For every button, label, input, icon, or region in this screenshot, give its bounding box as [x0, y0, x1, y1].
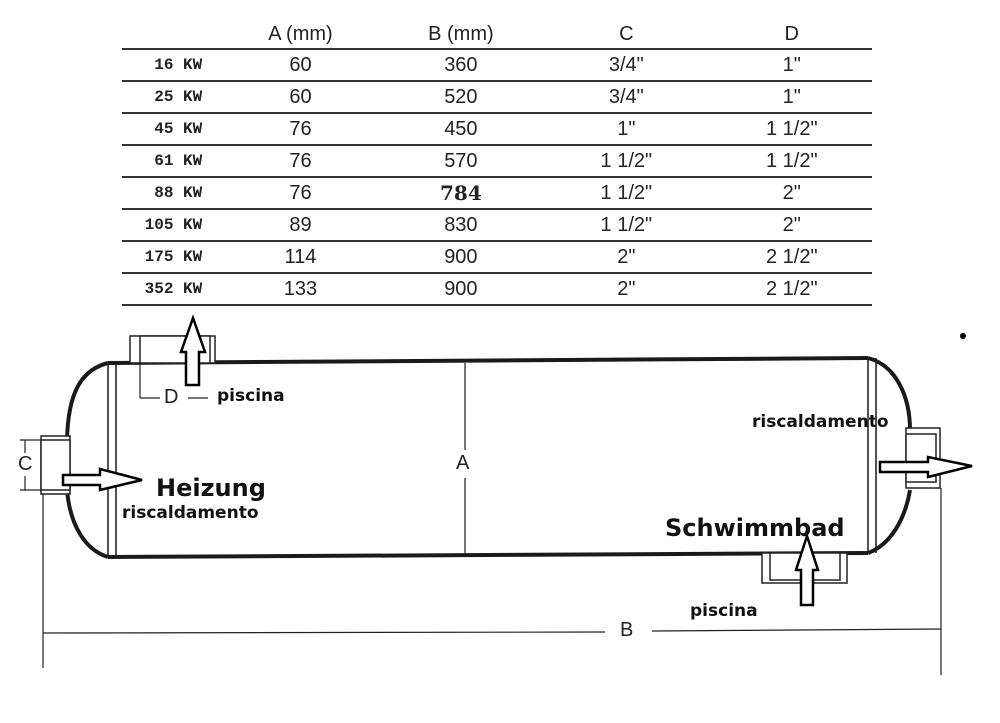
model-cell: 352 KW: [122, 273, 220, 305]
b-cell: 360: [381, 49, 541, 81]
label-bottom-piscina: piscina: [690, 601, 758, 621]
dimension-label-d: D: [164, 386, 179, 408]
model-cell: 88 KW: [122, 177, 220, 209]
model-cell: 61 KW: [122, 145, 220, 177]
b-cell: 900: [381, 241, 541, 273]
b-cell: 570: [381, 145, 541, 177]
dimension-label-c: C: [18, 453, 33, 475]
label-heizung: Heizung: [156, 474, 266, 502]
d-cell: 2": [712, 209, 872, 241]
a-cell: 60: [220, 49, 380, 81]
header-a: A (mm): [268, 22, 333, 45]
d-cell: 2": [712, 177, 872, 209]
c-cell: 1": [541, 113, 711, 145]
model-cell: 25 KW: [122, 81, 220, 113]
a-cell: 89: [220, 209, 380, 241]
arrow-up-icon: [181, 318, 205, 385]
b-cell: 784: [381, 177, 541, 209]
c-cell: 1 1/2": [541, 145, 711, 177]
model-cell: 45 KW: [122, 113, 220, 145]
c-cell: 2": [541, 241, 711, 273]
d-cell: 1": [712, 81, 872, 113]
d-cell: 1 1/2": [712, 145, 872, 177]
b-cell: 520: [381, 81, 541, 113]
dimension-label-a: A: [456, 452, 470, 474]
a-cell: 133: [220, 273, 380, 305]
model-cell: 175 KW: [122, 241, 220, 273]
model-cell: 105 KW: [122, 209, 220, 241]
dot-mark: [960, 333, 966, 339]
c-cell: 2": [541, 273, 711, 305]
a-cell: 76: [220, 177, 380, 209]
label-left-riscaldamento: riscaldamento: [122, 503, 259, 523]
d-cell: 1 1/2": [712, 113, 872, 145]
b-cell: 450: [381, 113, 541, 145]
a-cell: 76: [220, 145, 380, 177]
a-cell: 60: [220, 81, 380, 113]
header-c: C: [619, 22, 634, 45]
label-top-piscina: piscina: [217, 386, 285, 406]
d-cell: 2 1/2": [712, 273, 872, 305]
dimension-label-b: B: [620, 619, 634, 641]
c-cell: 3/4": [541, 49, 711, 81]
b-cell: 900: [381, 273, 541, 305]
header-d: D: [784, 22, 799, 45]
a-cell: 76: [220, 113, 380, 145]
b-cell: 830: [381, 209, 541, 241]
a-cell: 114: [220, 241, 380, 273]
d-cell: 2 1/2": [712, 241, 872, 273]
arrow-right-icon: [63, 469, 142, 490]
c-cell: 1 1/2": [541, 177, 711, 209]
label-schwimmbad: Schwimmbad: [665, 514, 845, 542]
header-b: B (mm): [428, 22, 494, 45]
model-cell: 16 KW: [122, 49, 220, 81]
c-cell: 1 1/2": [541, 209, 711, 241]
arrow-up-icon: [796, 536, 818, 605]
label-right-riscaldamento: riscaldamento: [752, 412, 889, 432]
d-cell: 1": [712, 49, 872, 81]
c-cell: 3/4": [541, 81, 711, 113]
